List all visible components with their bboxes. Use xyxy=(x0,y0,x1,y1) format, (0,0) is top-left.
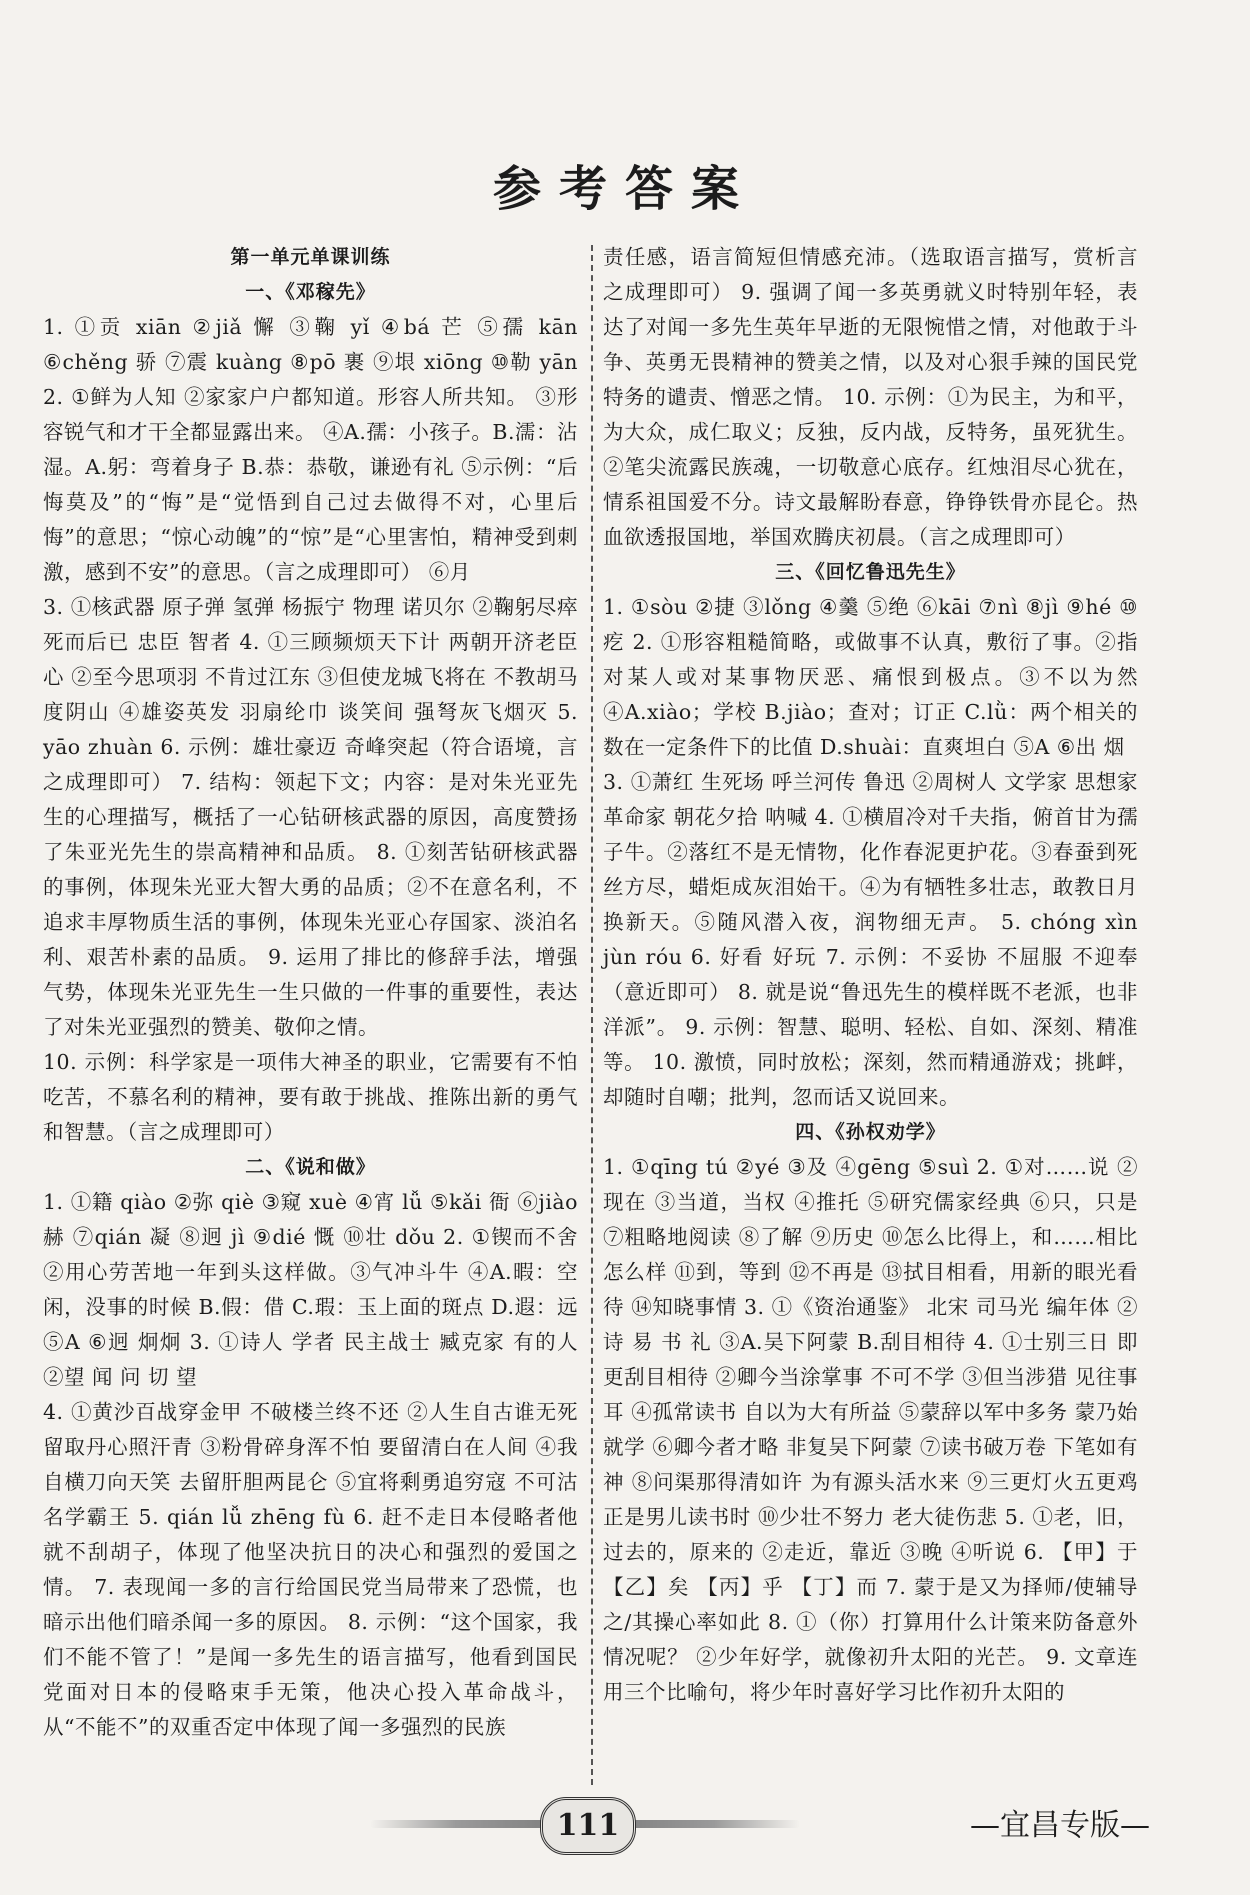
answer-paragraph: 1. ①籍 qiào ②弥 qiè ③窥 xuè ④宵 lǚ ⑤kǎi 衙 ⑥jiào 赫 ⑦qián 凝 ⑧迥 jì ⑨dié 慨 ⑩壮 dǒu 2. ①锲而不舍 ②用心劳苦地一年到头这样做。③气冲斗牛 ④A.暇：空闲，没事的时候 B.假：借 C.瑕：玉上面的斑点 D.遐：远 ⑤A ⑥迥 炯炯 3. ①诗人 学者 民主战士 臧克家 有的人 ②望 闻 问 切 望 xyxy=(43,1190,578,1389)
answer-paragraph: 3. ①核武器 原子弹 氢弹 杨振宁 物理 诺贝尔 ②鞠躬尽瘁 死而后已 忠臣 智者 4. ①三顾频烦天下计 两朝开济老臣心 ②至今思项羽 不肯过江东 ③但使龙城飞将在 不教胡马度阴山 ④雄姿英发 羽扇纶巾 谈笑间 强弩灰飞烟灭 5. yāo zhuàn 6. 示例：雄壮豪迈 奇峰突起（符合语境，言之成理即可） 7. 结构：领起下文；内容：是对朱光亚先生的心理描写，概括了一心钻研核武器的原因，高度赞扬了朱亚光先生的崇高精神和品质。 8. ①刻苦钻研核武器的事例，体现朱光亚大智大勇的品质；②不在意名利，不追求丰厚物质生活的事例，体现朱光亚心存国家、淡泊名利、艰苦朴素的品质。 9. 运用了排比的修辞手法，增强气势，体现朱光亚先生一生只做的一件事的重要性，表达了对朱光亚强烈的赞美、敬仰之情。 xyxy=(43,595,578,1039)
answer-paragraph: 3. ①萧红 生死场 呼兰河传 鲁迅 ②周树人 文学家 思想家 革命家 朝花夕拾 呐喊 4. ①横眉冷对千夫指，俯首甘为孺子牛。②落红不是无情物，化作春泥更护花。③春蚕到死丝方尽，蜡炬成灰泪始干。④为有牺牲多壮志，敢教日月换新天。⑤随风潜入夜，润物细无声。 5. chóng xìn jùn róu 6. 好看 好玩 7. 示例：不妥协 不屈服 不迎奉（意近即可） 8. 就是说“鲁迅先生的模样既不老派，也非洋派”。 9. 示例：智慧、聪明、轻松、自如、深刻、精准等。 10. 激愤，同时放松；深刻，然而精通游戏；挑衅，却随时自嘲；批判，忽而话又说回来。 xyxy=(603,770,1138,1109)
answer-paragraph: 4. ①黄沙百战穿金甲 不破楼兰终不还 ②人生自古谁无死 留取丹心照汗青 ③粉骨碎身浑不怕 要留清白在人间 ④我自横刀向天笑 去留肝胆两昆仑 ⑤宜将剩勇追穷寇 不可沽名学霸王 5. qián lǚ zhēng fù 6. 赶不走日本侵略者他就不刮胡子，体现了他坚决抗日的决心和强烈的爱国之情。 7. 表现闻一多的言行给国民党当局带来了恐慌，也暗示出他们暗杀闻一多的原因。 8. 示例：“这个国家，我们不能不管了！”是闻一多先生的语言描写，他看到国民党面对日本的侵略束手无策，他决心投入革命战斗，从“不能不”的双重否定中体现了闻一多强烈的民族 xyxy=(43,1400,578,1739)
section-heading: 第一单元单课训练 xyxy=(230,246,391,268)
section-heading: 一、《邓稼先》 xyxy=(245,281,376,303)
page-number: 111 xyxy=(540,1797,636,1855)
left-column xyxy=(43,240,578,1745)
answer-paragraph: 1. ①qīng tú ②yé ③及 ④gēng ⑤suì 2. ①对……说 ②现在 ③当道，当权 ④推托 ⑤研究儒家经典 ⑥只，只是 ⑦粗略地阅读 ⑧了解 ⑨历史 ⑩怎么比得上，和……相比怎么样 ⑪到，等到 ⑫不再是 ⑬拭目相看，用新的眼光看待 ⑭知晓事情 3. ①《资治通鉴》 北宋 司马光 编年体 ②诗 易 书 礼 ③A.吴下阿蒙 B.刮目相待 4. ①士别三日 即更刮目相待 ②卿今当涂掌事 不可不学 ③但当涉猎 见往事耳 ④孤常读书 自以为大有所益 ⑤蒙辞以军中多务 蒙乃始就学 ⑥卿今者才略 非复吴下阿蒙 ⑦读书破万卷 下笔如有神 ⑧问渠那得清如许 为有源头活水来 ⑨三更灯火五更鸡 正是男儿读书时 ⑩少壮不努力 老大徒伤悲 5. ①老，旧，过去的，原来的 ②走近，靠近 ③晚 ④听说 6. 【甲】于 【乙】矣 【丙】乎 【丁】而 7. 蒙于是又为择师/使辅导之/其操心率如此 8. ①（你）打算用什么计策来防备意外情况呢？ ②少年好学，就像初升太阳的光芒。 9. 文章连用三个比喻句，将少年时喜好学习比作初升太阳的 xyxy=(603,1155,1138,1704)
answer-paragraph: 责任感，语言简短但情感充沛。（选取语言描写，赏析言之成理即可） 9. 强调了闻一多英勇就义时特别年轻，表达了对闻一多先生英年早逝的无限惋惜之情，对他敢于斗争、英勇无畏精神的赞美之情，以及对心狠手辣的国民党特务的谴责、憎恶之情。 10. 示例：①为民主，为和平，为大众，成仁取义；反独，反内战，反特务，虽死犹生。②笔尖流露民族魂，一切敬意心底存。红烛泪尽心犹在，情系祖国爱不分。诗文最解盼春意，铮铮铁骨亦昆仑。热血欲透报国地，举国欢腾庆初晨。（言之成理即可） xyxy=(603,245,1138,549)
section-heading: 三、《回忆鲁迅先生》 xyxy=(775,561,966,583)
section-heading: 二、《说和做》 xyxy=(245,1156,376,1178)
answer-paragraph: 1. ①sòu ②捷 ③lǒng ④羹 ⑤绝 ⑥kāi ⑦nì ⑧jì ⑨hé ⑩疙 2. ①形容粗糙简略，或做事不认真，敷衍了事。②指对某人或对某事物厌恶、痛恨到极点。③不以为然 ④A.xiào；学校 B.jiào；查对；订正 C.lǜ：两个相关的数在一定条件下的比值 D.shuài：直爽坦白 ⑤A ⑥出 烟 xyxy=(603,595,1138,759)
edition-label: —宜昌专版— xyxy=(970,1808,1150,1843)
right-column xyxy=(603,240,1138,1710)
page-title: 参考答案 xyxy=(492,161,757,217)
section-heading: 四、《孙权劝学》 xyxy=(795,1121,946,1143)
column-divider xyxy=(591,245,593,1785)
answer-paragraph: 1. ①贡 xiān ②jiǎ 懈 ③鞠 yǐ ④bá 芒 ⑤孺 kān ⑥chěng 骄 ⑦震 kuàng ⑧pō 裹 ⑨垠 xiōng ⑩勒 yān 2. ①鲜为人知 ②家家户户都知道。形容人所共知。 ③形容锐气和才干全都显露出来。 ④A.孺：小孩子。B.濡：沾湿。A.躬：弯着身子 B.恭：恭敬，谦逊有礼 ⑤示例：“后悔莫及”的“悔”是“觉悟到自己过去做得不对，心里后悔”的意思；“惊心动魄”的“惊”是“心里害怕，精神受到刺激，感到不安”的意思。（言之成理即可） ⑥月 xyxy=(43,315,578,584)
answer-paragraph: 10. 示例：科学家是一项伟大神圣的职业，它需要有不怕吃苦，不慕名利的精神，要有敢于挑战、推陈出新的勇气和智慧。（言之成理即可） xyxy=(43,1050,578,1144)
